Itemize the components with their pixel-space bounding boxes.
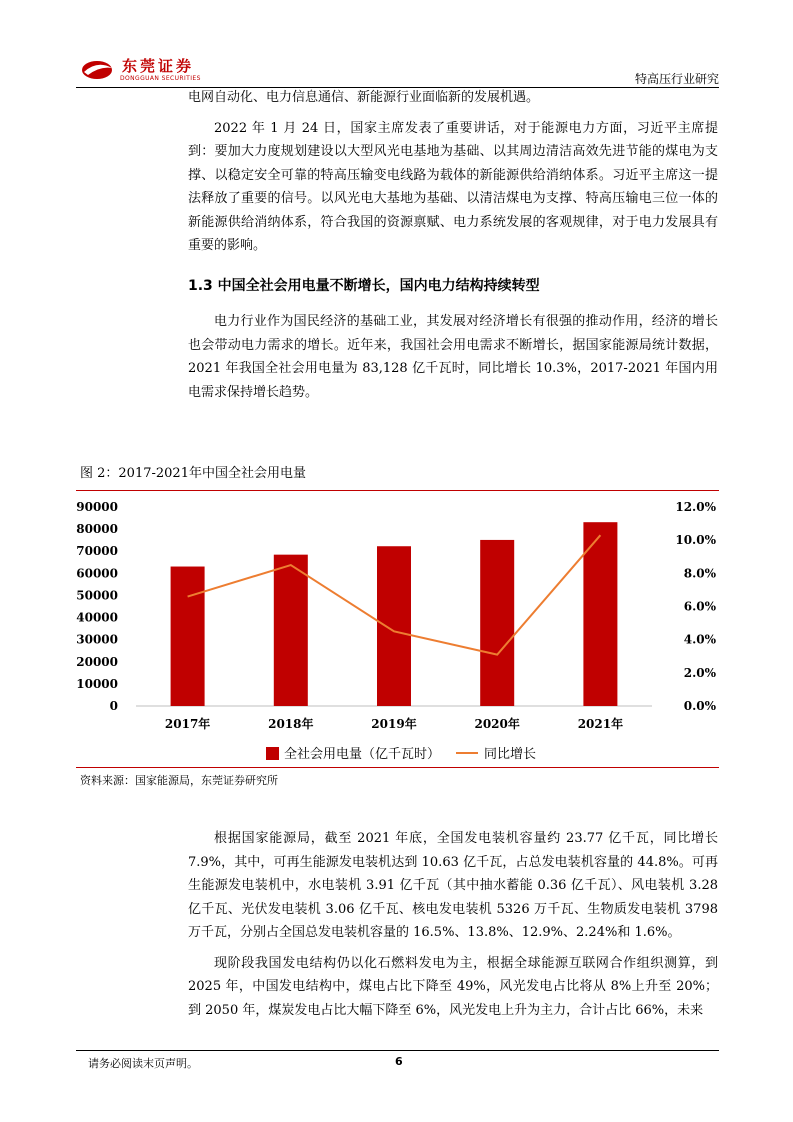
x-tick-label: 2021年 [577,717,624,731]
y-left-tick-label: 10000 [76,676,118,691]
paragraph: 2022 年 1 月 24 日，国家主席发表了重要讲话，对于能源电力方面，习近平主席提到：要加大力度规划建设以大型风光电基地为基础、以其周边清洁高效先进节能的煤电为支撑、以稳定安全可靠的特高压输变电线路为载体的新能源供给消纳体系。习近平主席这一提法释放了重要的信号。以风光电大基地为基础、以清洁煤电为支撑、特高压输电三位一体的新能源供给消纳体系，符合我国的资源禀赋、电力系统发展的客观规律，对于电力发展具有重要的影响。 [188,120,718,253]
x-tick-label: 2019年 [371,717,417,731]
x-tick-label: 2020年 [474,717,520,731]
legend-line-label: 同比增长 [484,747,537,762]
y-left-tick-label: 50000 [76,588,118,603]
y-right-tick-label: 8.0% [683,566,716,581]
paragraph: 根据国家能源局，截至 2021 年底，全国发电装机容量约 23.77 亿千瓦，同比增长 7.9%，其中，可再生能源发电装机达到 10.63 亿千瓦，占总发电装机容量的 44.8%。可再生能源发电装机中，水电装机 3.91 亿千瓦（其中抽水蓄能 0.36 亿千瓦）、风电装机 3.28 亿千瓦、光伏发电装机 3.06 亿千瓦、核电发电装机 5326 万千瓦、生物质发电装机 3798 万千瓦，分别占全国总发电装机容量的 16.5%、13.8%、12.9%、2.24%和 1.6%。 [188,831,718,940]
report-type: 特高压行业研究 [634,72,719,86]
y-right-tick-label: 0.0% [683,699,716,713]
y-left-tick-label: 30000 [76,632,118,647]
figure-top-rule [76,490,719,491]
y-right-tick-label: 12.0% [675,500,716,514]
y-left-tick-label: 40000 [76,610,118,625]
y-left-tick-label: 70000 [76,544,118,559]
x-tick-label: 2017年 [164,717,211,731]
y-left-tick-label: 0 [109,699,118,713]
footer-disclaimer: 请务必阅读末页声明。 [88,1057,198,1070]
body-bottom [188,827,718,1022]
bar-2018年 [274,555,308,706]
y-right-tick-label: 10.0% [675,533,716,548]
y-right-tick-label: 6.0% [683,599,716,614]
paragraph: 电网自动化、电力信息通信、新能源行业面临新的发展机遇。 [188,90,540,105]
legend-bar-swatch [266,747,279,760]
bar-2020年 [480,540,514,706]
paragraph: 现阶段我国发电结构仍以化石燃料发电为主，根据全球能源互联网合作组织测算，到 2025 年，中国发电结构中，煤电占比下降至 49%，风光发电占比将从 8%上升至 20%；到 2050 年，煤炭发电占比大幅下降至 6%，风光发电上升为主力，合计占比 66%，未来 [188,955,718,1018]
chart-legend [266,746,536,762]
bar-2017年 [171,567,205,706]
page-number: 6 [395,1055,403,1068]
logo-emblem-icon [82,61,112,79]
electricity-consumption-chart [76,495,719,765]
bar-2019年 [377,546,411,706]
y-left-tick-label: 60000 [76,566,118,581]
logo-subtext: DONGGUAN SECURITIES [120,75,201,82]
figure-title: 图 2：2017-2021年中国全社会用电量 [80,466,306,481]
y-left-tick-label: 20000 [76,654,118,669]
footer-divider [76,1050,719,1051]
y-right-tick-label: 4.0% [683,632,716,647]
legend-bar-label: 全社会用电量（亿千瓦时） [284,747,441,762]
logo-text: 东莞证券 [122,57,195,75]
y-left-tick-label: 80000 [76,522,118,537]
y-left-tick-label: 90000 [76,500,118,514]
paragraph: 电力行业作为国民经济的基础工业，其发展对经济增长有很强的推动作用，经济的增长也会带动电力需求的增长。近年来，我国社会用电需求不断增长，据国家能源局统计数据，2021 年我国全社会用电量为 83,128 亿千瓦时，同比增长 10.3%，2017-2021 年国内用电需求保持增长趋势。 [188,314,718,400]
figure-bottom-rule [76,767,719,768]
body-top [188,86,718,258]
section-title: 1.3 中国全社会用电量不断增长，国内电力结构持续转型 [188,278,540,294]
figure-source: 资料来源：国家能源局，东莞证券研究所 [80,774,278,787]
x-tick-label: 2018年 [268,717,314,731]
y-right-tick-label: 2.0% [683,665,716,680]
